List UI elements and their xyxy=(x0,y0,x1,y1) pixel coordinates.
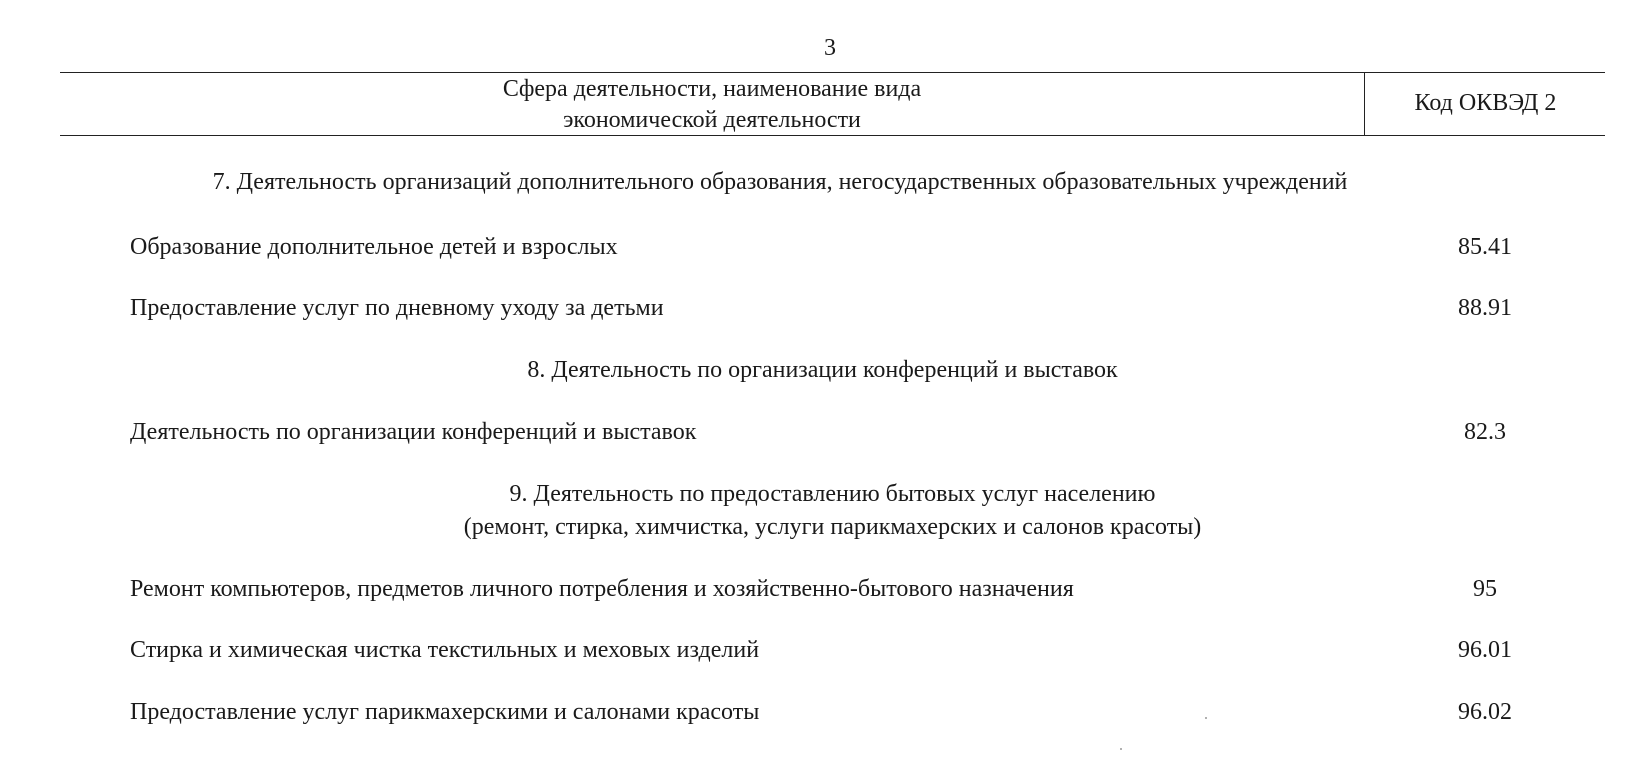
scan-speck xyxy=(1205,717,1207,719)
table-header-activity xyxy=(60,74,1364,136)
table-header-column-divider xyxy=(1364,72,1365,135)
section-title-8: 8. Деятельность по организации конференций и выставок xyxy=(527,357,1118,383)
activity-code: 96.01 xyxy=(1458,637,1512,663)
table-header-code: Код ОКВЭД 2 xyxy=(1414,90,1557,116)
table-header-top-rule xyxy=(60,72,1605,73)
activity-code: 85.41 xyxy=(1458,234,1512,260)
header-activity-line-1: Сфера деятельности, наименование вида xyxy=(502,76,922,102)
section-title-7: 7. Деятельность организаций дополнительного образования, негосударственных образовательных учреждений xyxy=(212,169,1348,195)
activity-name: Стирка и химическая чистка текстильных и меховых изделий xyxy=(130,637,760,663)
section-title-9-line-2: (ремонт, стирка, химчистка, услуги парикмахерских и салонов красоты) xyxy=(463,514,1202,540)
activity-code: 82.3 xyxy=(1464,419,1506,445)
page-number: 3 xyxy=(824,35,836,61)
activity-code: 96.02 xyxy=(1458,699,1512,725)
activity-code: 95 xyxy=(1473,576,1497,602)
section-title-9-line-1: 9. Деятельность по предоставлению бытовых услуг населению xyxy=(509,481,1156,507)
activity-name: Предоставление услуг парикмахерскими и салонами красоты xyxy=(130,699,760,725)
activity-name: Ремонт компьютеров, предметов личного потребления и хозяйственно-бытового назначения xyxy=(130,576,1074,602)
activity-name: Образование дополнительное детей и взрослых xyxy=(130,234,618,260)
activity-name: Деятельность по организации конференций и выставок xyxy=(130,419,697,445)
scan-speck xyxy=(1120,748,1122,750)
activity-code: 88.91 xyxy=(1458,295,1512,321)
activity-name: Предоставление услуг по дневному уходу за детьми xyxy=(130,295,664,321)
header-activity-line-2: экономической деятельности xyxy=(563,107,861,133)
